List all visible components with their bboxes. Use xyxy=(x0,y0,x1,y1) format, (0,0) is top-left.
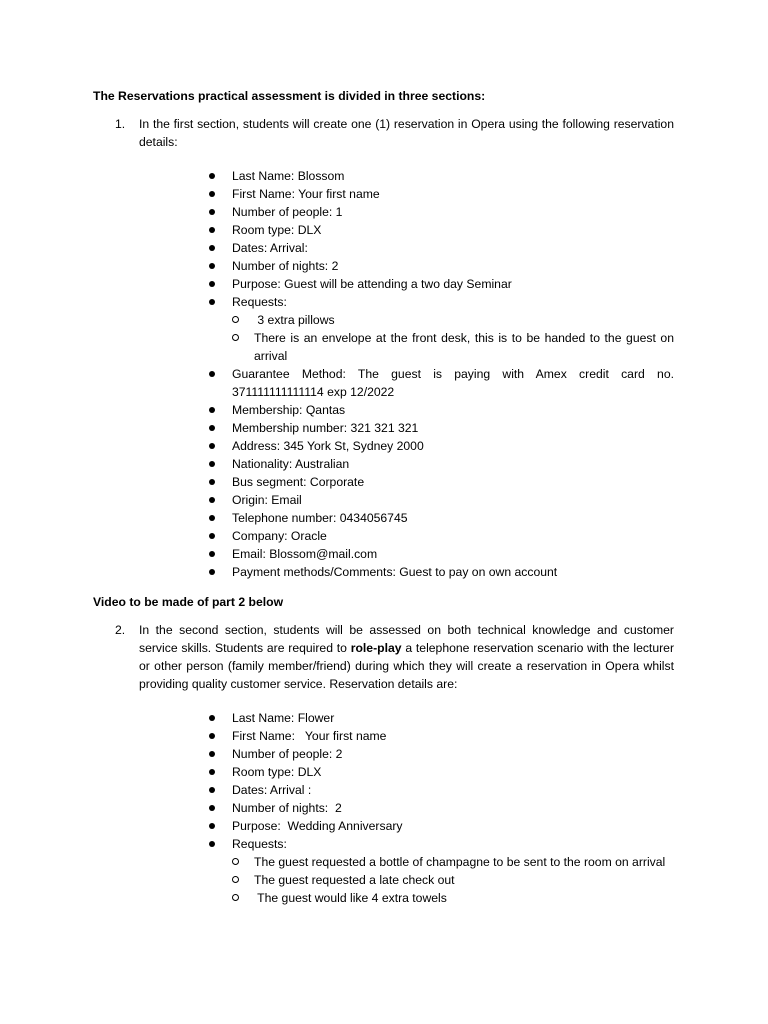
circle-bullet-icon xyxy=(232,334,239,341)
section-2-text: In the second section, students will be assessed on both technical knowledge and customer service skills. Students are required to role-play a telephone reservation scenario with the lecturer or other person (family member/friend) during which they will create a reservation in Opera whilst providing quality customer service. Reservation details are: xyxy=(139,623,674,691)
bullet-icon xyxy=(209,841,215,847)
list-item: Email: Blossom@mail.com xyxy=(208,545,674,563)
bullet-icon xyxy=(209,209,215,215)
list-item: Number of people: 1 xyxy=(208,203,674,221)
list-item: Room type: DLX xyxy=(208,221,674,239)
bullet-icon xyxy=(209,805,215,811)
list-item: Dates: Arrival : xyxy=(208,781,674,799)
bullet-icon xyxy=(209,371,215,377)
sub-list-item: 3 extra pillows xyxy=(208,311,674,329)
section-2-paragraph xyxy=(115,621,674,693)
bullet-icon xyxy=(209,751,215,757)
bullet-icon xyxy=(209,715,215,721)
circle-bullet-icon xyxy=(232,858,239,865)
section-1-requests-list xyxy=(232,311,674,365)
list-item: Payment methods/Comments: Guest to pay on own account xyxy=(208,563,674,581)
list-item: Last Name: Blossom xyxy=(208,167,674,185)
circle-bullet-icon xyxy=(232,894,239,901)
list-item: Purpose: Wedding Anniversary xyxy=(208,817,674,835)
list-item: Number of nights: 2 xyxy=(208,257,674,275)
bullet-icon xyxy=(209,551,215,557)
list-item: Membership: Qantas xyxy=(208,401,674,419)
list-item: Telephone number: 0434056745 xyxy=(208,509,674,527)
bullet-icon xyxy=(209,173,215,179)
list-item: Number of people: 2 xyxy=(208,745,674,763)
section-1-paragraph xyxy=(115,115,674,151)
sub-list-item: There is an envelope at the front desk, this is to be handed to the guest on arrival xyxy=(208,329,674,365)
list-item: Company: Oracle xyxy=(208,527,674,545)
bullet-icon xyxy=(209,281,215,287)
bullet-icon xyxy=(209,497,215,503)
bullet-icon xyxy=(209,299,215,305)
bullet-icon xyxy=(209,787,215,793)
list-item: First Name: Your first name xyxy=(208,185,674,203)
bullet-icon xyxy=(209,425,215,431)
bullet-icon xyxy=(209,443,215,449)
section-1-number: 1. xyxy=(115,117,126,131)
sub-list-item: The guest requested a bottle of champagne to be sent to the room on arrival xyxy=(208,853,674,871)
video-heading: Video to be made of part 2 below xyxy=(93,595,284,609)
bullet-icon xyxy=(209,733,215,739)
list-item: Requests: 3 extra pillows There is an envelope at the front desk, this is to be handed to the guest on arrival xyxy=(208,293,674,365)
list-item: Purpose: Guest will be attending a two day Seminar xyxy=(208,275,674,293)
list-item: Dates: Arrival: xyxy=(208,239,674,257)
list-item: Number of nights: 2 xyxy=(208,799,674,817)
bullet-icon xyxy=(209,407,215,413)
list-item: Bus segment: Corporate xyxy=(208,473,674,491)
list-item: Guarantee Method: The guest is paying with Amex credit card no. 371111111111114 exp 12/2022 xyxy=(208,365,674,401)
list-item: Nationality: Australian xyxy=(208,455,674,473)
bullet-icon xyxy=(209,461,215,467)
bullet-icon xyxy=(209,479,215,485)
section-1-text: In the first section, students will create one (1) reservation in Opera using the following reservation details: xyxy=(139,117,674,149)
list-item: Last Name: Flower xyxy=(208,709,674,727)
list-item: Address: 345 York St, Sydney 2000 xyxy=(208,437,674,455)
bullet-icon xyxy=(209,533,215,539)
list-item: Membership number: 321 321 321 xyxy=(208,419,674,437)
section-2-number: 2. xyxy=(115,623,126,637)
bullet-icon xyxy=(209,823,215,829)
bullet-icon xyxy=(209,263,215,269)
section-1-details-list xyxy=(208,167,674,581)
bullet-icon xyxy=(209,769,215,775)
section-2-requests-list xyxy=(232,853,674,907)
intro-heading: The Reservations practical assessment is divided in three sections: xyxy=(93,89,486,103)
bullet-icon xyxy=(209,227,215,233)
list-item: First Name: Your first name xyxy=(208,727,674,745)
bullet-icon xyxy=(209,245,215,251)
role-play-emphasis: role-play xyxy=(350,641,402,655)
sub-list-item: The guest would like 4 extra towels xyxy=(208,889,674,907)
bullet-icon xyxy=(209,515,215,521)
list-item: Requests: The guest requested a bottle of champagne to be sent to the room on arrival The guest requested a late check out The guest would like 4 extra towels xyxy=(208,835,674,907)
bullet-icon xyxy=(209,569,215,575)
section-2-details-list xyxy=(208,709,674,907)
circle-bullet-icon xyxy=(232,316,239,323)
list-item: Origin: Email xyxy=(208,491,674,509)
sub-list-item: The guest requested a late check out xyxy=(208,871,674,889)
circle-bullet-icon xyxy=(232,876,239,883)
list-item: Room type: DLX xyxy=(208,763,674,781)
bullet-icon xyxy=(209,191,215,197)
